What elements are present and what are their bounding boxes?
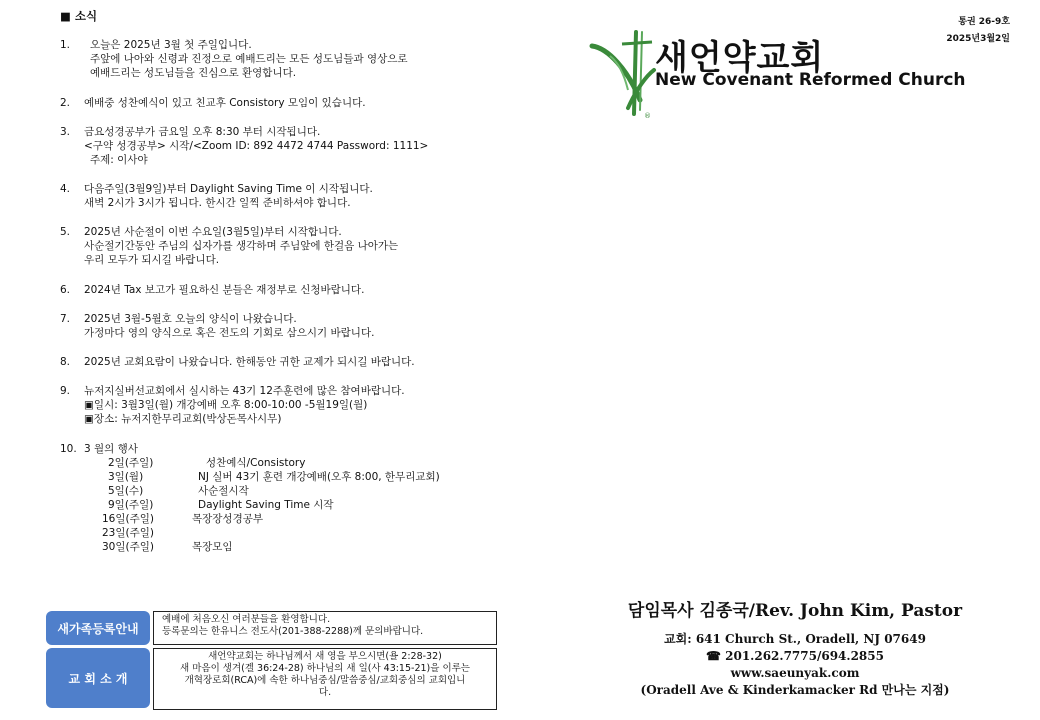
contact-info [560, 631, 1030, 699]
church-intro-box: 새언약교회는 하나님께서 새 영을 부으시면(욜 2:28-32) 새 마음이 생겨(겔 36:24-28) 하나님의 새 일(사 43:15-21)을 이루는 개혁장로회(RCA)에 속한 하나님중심/말씀중심/교회중심의 교회입니 다. [153, 648, 497, 710]
news-item-1: 1. 오늘은 2025년 3월 첫 주일입니다. 주앞에 나아와 신령과 진정으로 예배드리는 모든 성도님들과 영상으로 예배드리는 성도님들을 진심으로 환영합니다. [60, 39, 408, 79]
event-row: 2일(주일) 성찬예식/Consistory [108, 457, 306, 469]
logo-english: New Covenant Reformed Church [655, 70, 966, 90]
news-item-3: 3. 금요성경공부가 금요일 오후 8:30 부터 시작됩니다. <구약 성경공부> 시작/<Zoom ID: 892 4472 4744 Password: 1111> 주제: 이사야 [60, 126, 429, 166]
issue-date: 2025년3월2일 [946, 34, 1010, 44]
event-row: 23일(주일) [102, 527, 154, 539]
events-block: 10. 3 월의 행사 2일(주일) 성찬예식/Consistory 3일(월) NJ 실버 43기 훈련 개강예배(오후 8:00, 한무리교회) 5일(수) 사순절시작 9일(주일) Daylight Saving Time 시작 16일(주일) 목장장성경공부 23일(주일) 30일(주일) 목장모임 [60, 443, 440, 553]
registration-box: 예배에 처음오신 여러분들을 환영합니다. 등록문의는 한유니스 전도사(201-388-2288)께 문의바랍니다. [153, 611, 497, 645]
news-item-7: 7. 2025년 3월-5월호 오늘의 양식이 나왔습니다. 가정마다 영의 양식으로 혹은 전도의 기회로 삼으시기 바랍니다. [60, 313, 375, 339]
logo-korean: 새언약교회 [655, 38, 825, 78]
event-row: 5일(수) 사순절시작 [108, 485, 249, 497]
event-row: 9일(주일) Daylight Saving Time 시작 [108, 499, 334, 511]
news-item-8: 8. 2025년 교회요람이 나왔습니다. 한해동안 귀한 교제가 되시길 바랍니다. [60, 356, 415, 368]
news-item-2: 2. 예배중 성찬예식이 있고 친교후 Consistory 모임이 있습니다. [60, 97, 366, 109]
church-address: 교회: 641 Church St., Oradell, NJ 07649 [664, 632, 926, 646]
news-item-4: 4. 다음주일(3월9일)부터 Daylight Saving Time 이 시작됩니다. 새벽 2시가 3시가 됩니다. 한시간 일찍 준비하셔야 합니다. [60, 183, 373, 209]
news-item-6: 6. 2024년 Tax 보고가 필요하신 분들은 재정부로 신청바랍니다. [60, 284, 365, 296]
news-item-5: 5. 2025년 사순절이 이번 수요일(3월5일)부터 시작합니다. 사순절기간동안 주님의 십자가를 생각하며 주님앞에 한걸음 나아가는 우리 모두가 되시길 바랍니다. [60, 226, 399, 266]
event-row: 30일(주일) 목장모임 [102, 541, 233, 553]
event-row: 16일(주일) 목장장성경공부 [102, 513, 264, 525]
registration-button[interactable]: 새가족등록안내 [46, 611, 150, 645]
pastor-name: 담임목사 김종국/Rev. John Kim, Pastor [627, 601, 963, 621]
logo-mark: ® [644, 112, 651, 120]
church-intro-button[interactable]: 교 회 소 개 [46, 648, 150, 708]
issue-volume: 통권 26-9호 [958, 17, 1010, 27]
news-item-9: 9. 뉴저지실버선교회에서 실시하는 43기 12주훈련에 많은 참여바랍니다. ▣일시: 3월3일(월) 개강예배 오후 8:00-10:00 -5월19일(월) ▣장소: 뉴저지한무리교회(박상돈목사시무) [60, 385, 405, 425]
section-title: ■ 소식 [60, 9, 98, 23]
events-title: 3 월의 행사 [84, 443, 138, 455]
church-phone: ☎ 201.262.7775/694.2855 [706, 649, 884, 663]
church-location: (Oradell Ave & Kinderkamacker Rd 만나는 지점) [640, 683, 950, 697]
event-row: 3일(월) NJ 실버 43기 훈련 개강예배(오후 8:00, 한무리교회) [108, 471, 440, 483]
church-website[interactable]: www.saeunyak.com [730, 666, 860, 680]
